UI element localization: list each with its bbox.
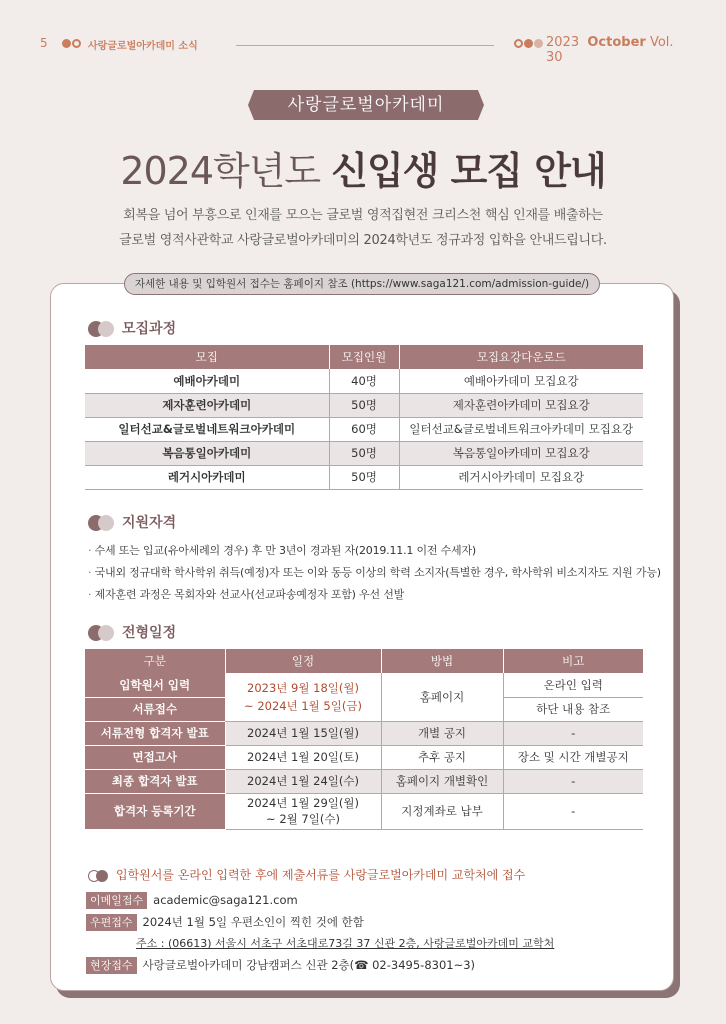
- table-row: 레거시아카데미 50명 레거시아카데미 모집요강: [85, 465, 643, 489]
- submission-notice: 입학원서를 온라인 입력한 후에 제출서류를 사랑글로벌아카데미 교학처에 접수: [88, 866, 525, 883]
- visit-contact: 현장접수 사랑글로벌아카데미 강남캠퍼스 신관 2층(☎ 02-3495-8301~3): [86, 957, 475, 974]
- table-row: 최종 합격자 발표 2024년 1월 24일(수) 홈페이지 개별확인 -: [85, 769, 643, 793]
- intro-text: 회복을 넘어 부흥으로 인재를 모으는 글로벌 영적집현전 크리스천 핵심 인재를 배출하는 글로벌 영적사관학교 사랑글로벌아카데미의 2024학년도 정규과정 입학을 안내드립니다.: [119, 208, 607, 248]
- table-row: 제자훈련아카데미 50명 제자훈련아카데미 모집요강: [85, 393, 643, 417]
- postal-address: 주소 : (06613) 서울시 서초구 서초대로73길 37 신관 2층, 사랑글로벌아카데미 교학처: [136, 937, 555, 950]
- list-item: · 국내외 정규대학 학사학위 취득(예정)자 또는 이와 동등 이상의 학력 소지자(특별한 경우, 학사학위 비소지자도 지원 가능): [88, 562, 661, 584]
- page-number: 5: [40, 36, 48, 50]
- table-row: 면접고사 2024년 1월 20일(토) 추후 공지 장소 및 시간 개별공지: [85, 745, 643, 769]
- table-row: 일터선교&글로벌네트워크아카데미 60명 일터선교&글로벌네트워크아카데미 모집요강: [85, 417, 643, 441]
- header-dots-right: [514, 39, 544, 58]
- download-link[interactable]: 제자훈련아카데미 모집요강: [399, 393, 643, 417]
- list-item: · 제자훈련 과정은 목회자와 선교사(선교파송예정자 포함) 우선 선발: [88, 584, 661, 606]
- homepage-link-note[interactable]: 자세한 내용 및 입학원서 접수는 홈페이지 참조 (https://www.saga121.com/admission-guide/): [124, 273, 600, 295]
- section-dots-icon: [88, 515, 116, 531]
- col-header: 방법: [381, 649, 503, 673]
- table-row: 예배아카데미 40명 예배아카데미 모집요강: [85, 369, 643, 393]
- email-tag: 이메일접수: [86, 892, 147, 909]
- col-header: 모집요강다운로드: [399, 345, 643, 369]
- header-issue: 2023 October Vol. 30: [546, 35, 674, 65]
- col-header: 모집: [85, 345, 329, 369]
- table-row: 복음통일아카데미 50명 복음통일아카데미 모집요강: [85, 441, 643, 465]
- table-row: 서류전형 합격자 발표 2024년 1월 15일(월) 개별 공지 -: [85, 721, 643, 745]
- section-heading-qualification: 지원자격: [88, 512, 176, 532]
- list-item: · 수세 또는 입교(유아세례의 경우) 후 만 3년이 경과된 자(2019.11.1 이전 수세자): [88, 540, 661, 562]
- download-link[interactable]: 레거시아카데미 모집요강: [399, 465, 643, 489]
- col-header: 모집인원: [329, 345, 399, 369]
- section-dots-icon: [88, 625, 116, 641]
- page-header: [36, 34, 690, 65]
- recruit-table: [85, 345, 643, 490]
- download-link[interactable]: 복음통일아카데미 모집요강: [399, 441, 643, 465]
- section-heading-recruit: 모집과정: [88, 318, 176, 338]
- table-row: 입학원서 입력 2023년 9월 18일(월) ~ 2024년 1월 5일(금) 홈페이지 온라인 입력: [85, 673, 643, 697]
- header-divider: [236, 45, 494, 46]
- page-title: 2024학년도 신입생 모집 안내: [120, 149, 606, 193]
- email-address[interactable]: academic@saga121.com: [153, 893, 298, 907]
- header-section-title: 사랑글로벌아카데미 소식: [88, 41, 198, 52]
- header-dots-left: [62, 39, 82, 58]
- col-header: 구분: [85, 649, 225, 673]
- col-header: 비고: [503, 649, 643, 673]
- visit-tag: 현장접수: [86, 957, 137, 974]
- email-contact: [86, 892, 298, 909]
- col-header: 일정: [225, 649, 381, 673]
- post-contact: 우편접수 2024년 1월 5일 우편소인이 찍힌 것에 한함: [86, 914, 364, 931]
- table-row: 서류접수 하단 내용 참조: [85, 697, 643, 721]
- download-link[interactable]: 일터선교&글로벌네트워크아카데미 모집요강: [399, 417, 643, 441]
- qualification-list: [88, 540, 661, 606]
- schedule-table: [85, 649, 643, 830]
- org-banner: 사랑글로벌아카데미: [254, 90, 478, 120]
- notice-dots-icon: [88, 870, 110, 882]
- post-tag: 우편접수: [86, 914, 137, 931]
- table-row: 합격자 등록기간 2024년 1월 29일(월) ~ 2월 7일(수) 지정계좌로 납부 -: [85, 793, 643, 829]
- section-dots-icon: [88, 321, 116, 337]
- download-link[interactable]: 예배아카데미 모집요강: [399, 369, 643, 393]
- section-heading-schedule: 전형일정: [88, 622, 176, 642]
